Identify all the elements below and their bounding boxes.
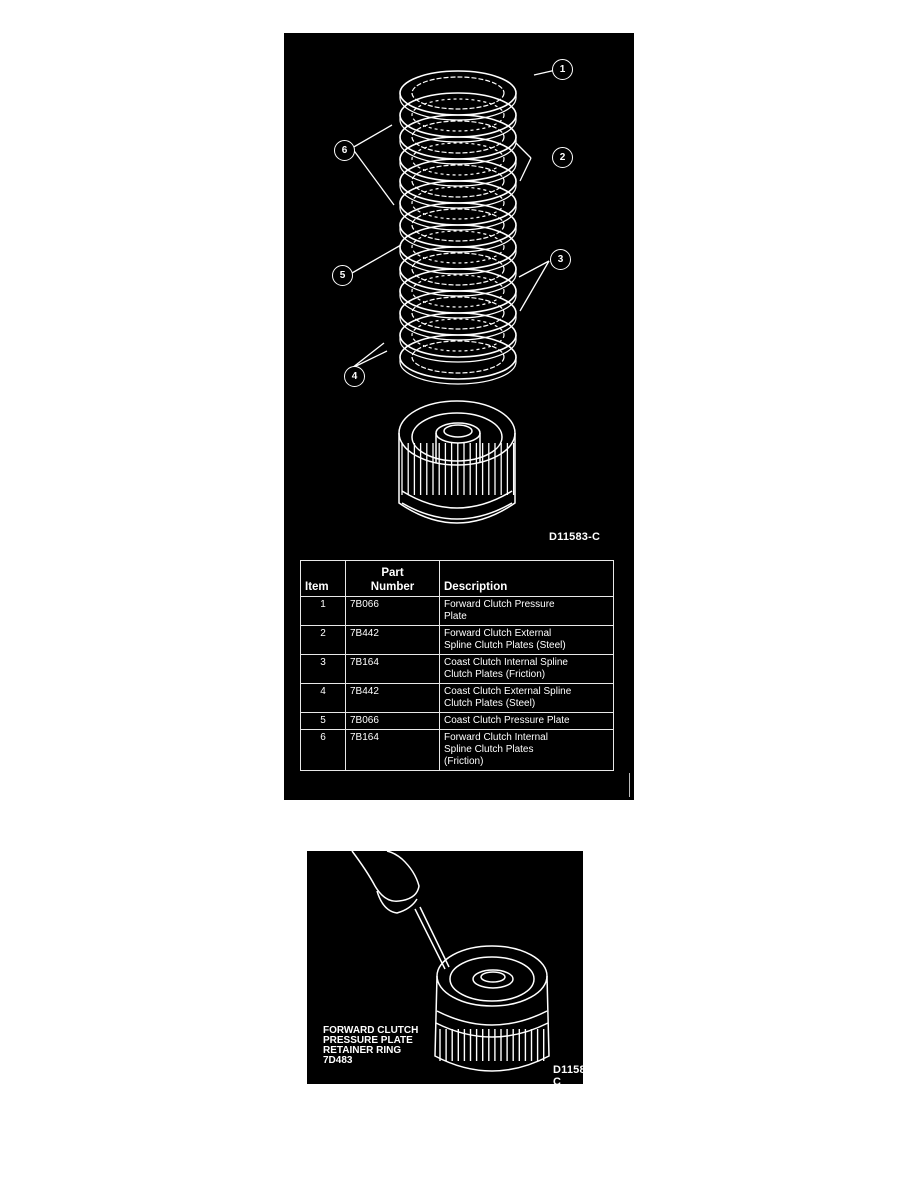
description-cell	[440, 684, 614, 713]
description-cell	[440, 655, 614, 684]
plate-edge	[400, 93, 516, 120]
plate-edge	[400, 137, 516, 164]
plate-edge	[400, 181, 516, 208]
description-line: Clutch Plates (Steel)	[444, 698, 536, 709]
part-number-cell: 7B164	[346, 655, 440, 684]
header-part-line1: Part	[381, 567, 404, 579]
label-line-3: RETAINER RING	[323, 1045, 402, 1056]
description-line: Coast Clutch External Spline	[444, 686, 572, 697]
plate-edge	[400, 269, 516, 296]
description-line: Forward Clutch External	[444, 628, 552, 639]
part-number-cell: 7B066	[346, 597, 440, 626]
description-line: Spline Clutch Plates (Steel)	[444, 640, 566, 651]
item-cell: 6	[301, 730, 346, 771]
part-number-cell: 7B442	[346, 684, 440, 713]
figure-code: D11582-C	[553, 1064, 596, 1088]
callout-5: 5	[332, 265, 353, 286]
description-line: Clutch Plates (Friction)	[444, 669, 546, 680]
item-cell: 3	[301, 655, 346, 684]
description-line: Forward Clutch Pressure	[444, 599, 555, 610]
header-part-line2: Number	[370, 581, 415, 593]
item-cell: 2	[301, 626, 346, 655]
description-line: Plate	[444, 611, 467, 622]
table-row	[301, 626, 614, 655]
hand-illustration	[352, 851, 419, 901]
item-cell: 5	[301, 713, 346, 730]
callout-2: 2	[552, 147, 573, 168]
label-line-2: PRESSURE PLATE	[323, 1035, 413, 1046]
plate-edge	[400, 115, 516, 142]
callout-1: 1	[552, 59, 573, 80]
retainer-ring-figure	[307, 851, 596, 1088]
plate-edge	[400, 335, 516, 362]
header-part-number	[346, 561, 440, 597]
plate-edge	[400, 159, 516, 186]
table-row	[301, 730, 614, 771]
description-line: Coast Clutch Pressure Plate	[444, 715, 570, 726]
figure-code: D11583-C	[549, 531, 601, 543]
exploded-view-figure	[284, 33, 634, 800]
table-row	[301, 713, 614, 730]
plate-edge	[400, 313, 516, 340]
item-cell: 1	[301, 597, 346, 626]
part-number-cell: 7B066	[346, 713, 440, 730]
description-line: (Friction)	[444, 756, 484, 767]
part-number-cell: 7B442	[346, 626, 440, 655]
retainer-ring-label	[323, 1026, 443, 1066]
plate-edge	[400, 291, 516, 318]
part-number-cell: 7B164	[346, 730, 440, 771]
label-line-1: FORWARD CLUTCH	[323, 1025, 419, 1036]
callout-6: 6	[334, 140, 355, 161]
scan-edge-mark	[629, 773, 630, 797]
plate-edge	[400, 225, 516, 252]
description-line: Coast Clutch Internal Spline	[444, 657, 568, 668]
label-line-4: 7D483	[323, 1055, 353, 1066]
description-cell	[440, 626, 614, 655]
callout-4: 4	[344, 366, 365, 387]
header-item: Item	[301, 561, 346, 597]
description-cell	[440, 730, 614, 771]
table-header-row	[301, 561, 614, 597]
description-line: Forward Clutch Internal	[444, 732, 548, 743]
table-row	[301, 655, 614, 684]
description-cell	[440, 597, 614, 626]
description-line: Spline Clutch Plates	[444, 744, 534, 755]
clutch-stack-illustration	[284, 33, 634, 553]
table-row	[301, 597, 614, 626]
plate-edge	[400, 357, 516, 384]
description-cell	[440, 713, 614, 730]
table-row	[301, 684, 614, 713]
item-cell: 4	[301, 684, 346, 713]
callout-3: 3	[550, 249, 571, 270]
plate-edge	[400, 203, 516, 230]
plate-edge	[400, 247, 516, 274]
parts-table	[300, 560, 614, 771]
header-description: Description	[440, 561, 614, 597]
